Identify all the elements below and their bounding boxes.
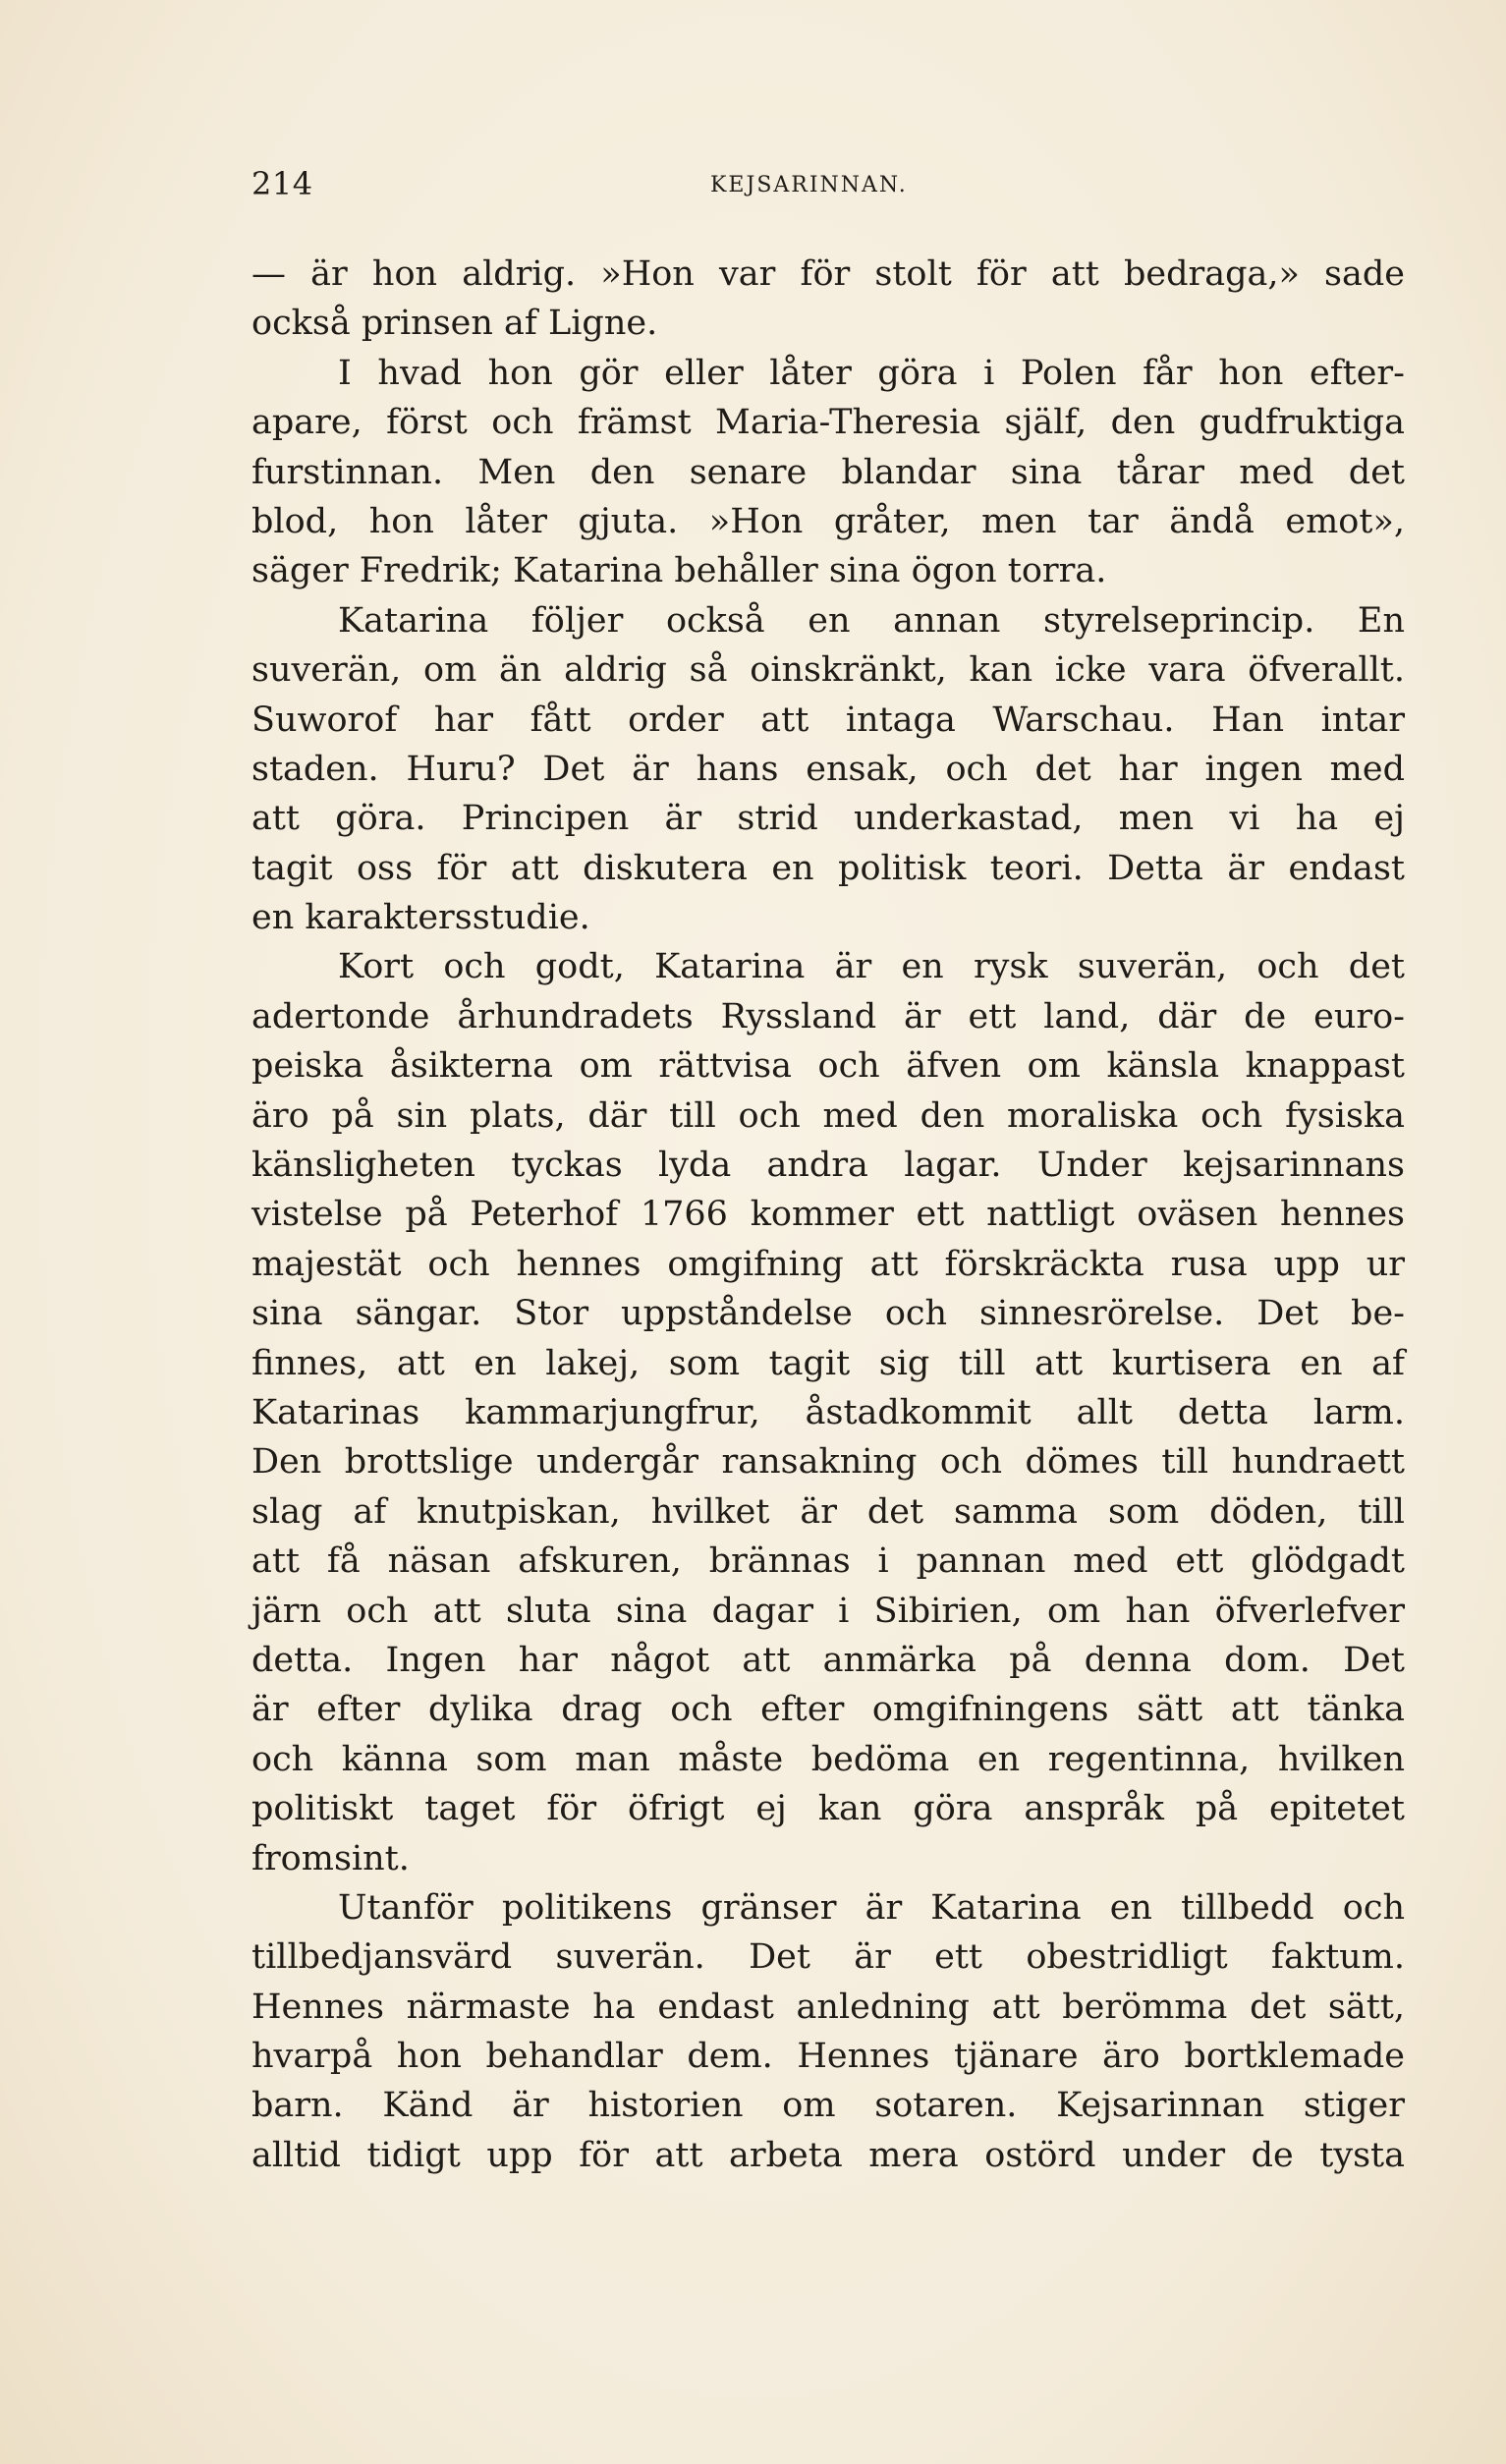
text-line: att få näsan afskuren, brännas i pannan med ett glödgadt (251, 1541, 1405, 1582)
running-head (251, 165, 1405, 210)
text-line: Den brottslige undergår ransakning och dömes till hundraett (251, 1442, 1405, 1483)
text-line: I hvad hon gör eller låter göra i Polen får hon efter- (338, 353, 1405, 393)
text-line: vistelse på Peterhof 1766 kommer ett nattligt oväsen hennes (251, 1195, 1405, 1235)
text-line: Katarina följer också en annan styrelseprincip. En (338, 600, 1405, 641)
text-line: adertonde århundradets Ryssland är ett land, där de euro- (251, 996, 1405, 1036)
text-line: furstinnan. Men den senare blandar sina tårar med det (251, 452, 1405, 492)
text-line: detta. Ingen har något att anmärka på denna dom. Det (251, 1640, 1405, 1680)
text-line: känsligheten tyckas lyda andra lagar. Under kejsarinnans (251, 1146, 1405, 1186)
text-line: slag af knutpiskan, hvilket är det samma som döden, till (251, 1491, 1405, 1532)
text-line: Utanför politikens gränser är Katarina en tillbedd och (338, 1887, 1405, 1928)
text-line: sina sängar. Stor uppståndelse och sinnesrörelse. Det be- (251, 1294, 1405, 1334)
text-line: och känna som man måste bedöma en regentinna, hvilken (251, 1739, 1405, 1779)
text-line: äro på sin plats, där till och med den moraliska och fysiska (251, 1095, 1405, 1136)
text-line: en karaktersstudie. (251, 898, 590, 938)
text-line: politiskt taget för öfrigt ej kan göra anspråk på epitetet (251, 1789, 1405, 1829)
running-title: KEJSARINNAN. (710, 173, 908, 197)
text-line: Hennes närmaste ha endast anledning att berömma det sätt, (251, 1987, 1405, 2027)
text-line: Katarinas kammarjungfrur, åstadkommit allt detta larm. (251, 1392, 1405, 1432)
text-line: tillbedjansvärd suverän. Det är ett obestridligt faktum. (251, 1937, 1405, 1978)
text-line: — är hon aldrig. »Hon var för stolt för att bedraga,» sade (251, 254, 1405, 294)
text-line: staden. Huru? Det är hans ensak, och det har ingen med (251, 749, 1405, 789)
text-line: fromsint. (251, 1838, 410, 1878)
text-line: järn och att sluta sina dagar i Sibirien, om han öfverlefver (251, 1591, 1405, 1631)
text-line: är efter dylika drag och efter omgifningens sätt att tänka (251, 1690, 1405, 1730)
text-line: blod, hon låter gjuta. »Hon gråter, men tar ändå emot», (251, 501, 1405, 541)
text-line: hvarpå hon behandlar dem. Hennes tjänare äro bortklemade (251, 2037, 1405, 2077)
text-line: peiska åsikterna om rättvisa och äfven om känsla knappast (251, 1046, 1405, 1087)
text-line: suverän, om än aldrig så oinskränkt, kan icke vara öfverallt. (251, 650, 1405, 691)
text-line: finnes, att en lakej, som tagit sig till att kurtisera en af (251, 1343, 1405, 1383)
text-line: barn. Känd är historien om sotaren. Kejsarinnan stiger (251, 2086, 1405, 2126)
text-line: att göra. Principen är strid underkastad, men vi ha ej (251, 799, 1405, 839)
text-line: majestät och hennes omgifning att förskräckta rusa upp ur (251, 1244, 1405, 1284)
page-number: 214 (251, 165, 313, 202)
body-text (251, 250, 1405, 2180)
text-line: säger Fredrik; Katarina behåller sina ögon torra. (251, 551, 1107, 591)
text-line: apare, först och främst Maria-Theresia själf, den gudfruktiga (251, 403, 1405, 443)
text-line: alltid tidigt upp för att arbeta mera ostörd under de tysta (251, 2135, 1405, 2175)
text-line: Suworof har fått order att intaga Warschau. Han intar (251, 700, 1405, 740)
text-line: också prinsen af Ligne. (251, 304, 658, 344)
text-line: tagit oss för att diskutera en politisk teori. Detta är endast (251, 848, 1405, 888)
text-line: Kort och godt, Katarina är en rysk suverän, och det (338, 947, 1405, 987)
